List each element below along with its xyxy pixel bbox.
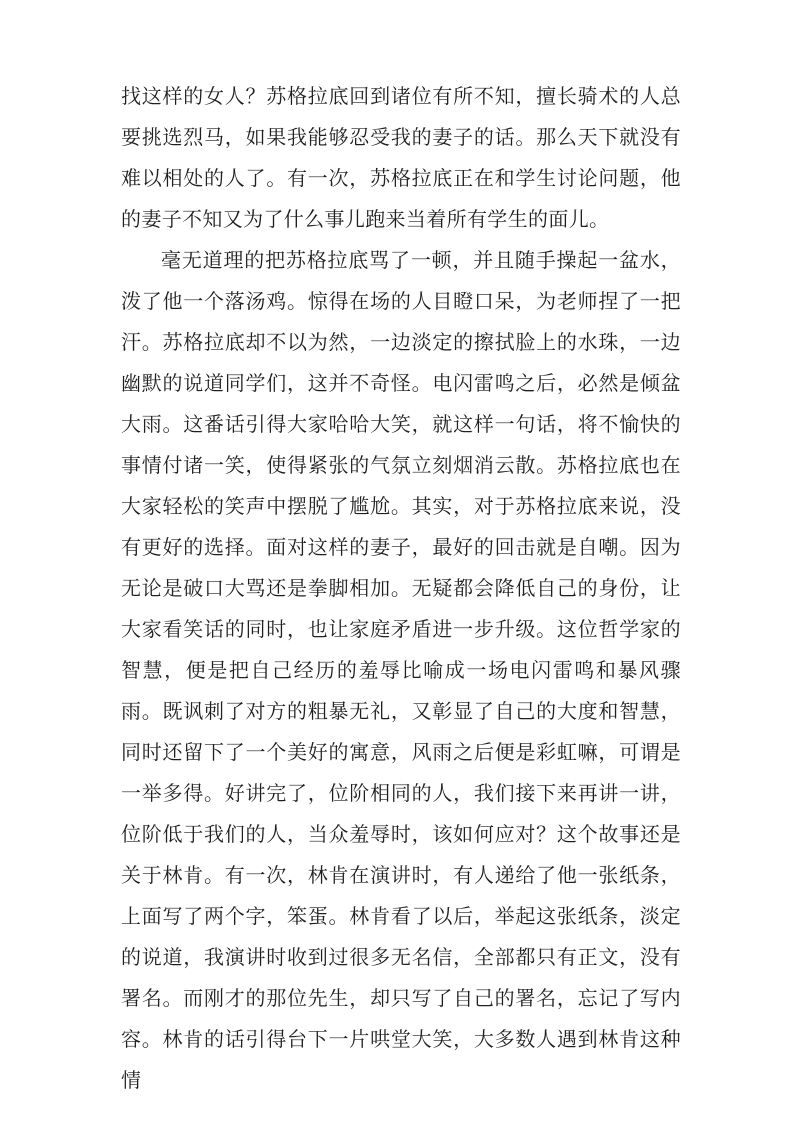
paragraph-1: 找这样的女人？苏格拉底回到诸位有所不知，擅长骑术的人总要挑选烈马，如果我能够忍受我的妻子的话。那么天下就没有难以相处的人了。有一次，苏格拉底正在和学生讨论问题，他的妻子不知又为了什么事儿跑来当着所有学生的面儿。 xyxy=(121,84,681,231)
paragraph-2: 毫无道理的把苏格拉底骂了一顿，并且随手操起一盆水，泼了他一个落汤鸡。惊得在场的人目瞪口呆，为老师捏了一把汗。苏格拉底却不以为然，一边淡定的擦拭脸上的水珠，一边幽默的说道同学们，这并不奇怪。电闪雷鸣之后，必然是倾盆大雨。这番话引得大家哈哈大笑，就这样一句话，将不愉快的事情付诸一笑，使得紧张的气氛立刻烟消云散。苏格拉底也在大家轻松的笑声中摆脱了尴尬。其实，对于苏格拉底来说，没有更好的选择。面对这样的妻子，最好的回击就是自嘲。因为无论是破口大骂还是拳脚相加。无疑都会降低自己的身份，让大家看笑话的同时，也让家庭矛盾进一步升级。这位哲学家的智慧，便是把自己经历的羞辱比喻成一场电闪雷鸣和暴风骤雨。既讽刺了对方的粗暴无礼，又彰显了自己的大度和智慧，同时还留下了一个美好的寓意，风雨之后便是彩虹嘛，可谓是一举多得。好讲完了，位阶相同的人，我们接下来再讲一讲，位阶低于我们的人，当众羞辱时，该如何应对？这个故事还是关于林肯。有一次，林肯在演讲时，有人递给了他一张纸条，上面写了两个字，笨蛋。林肯看了以后，举起这张纸条，淡定的说道，我演讲时收到过很多无名信，全部都只有正文，没有署名。而刚才的那位先生，却只写了自己的署名，忘记了写内容。林肯的话引得台下一片哄堂大笑，大多数人遇到林肯这种情 xyxy=(121,248,681,1092)
document-body xyxy=(121,76,681,1101)
